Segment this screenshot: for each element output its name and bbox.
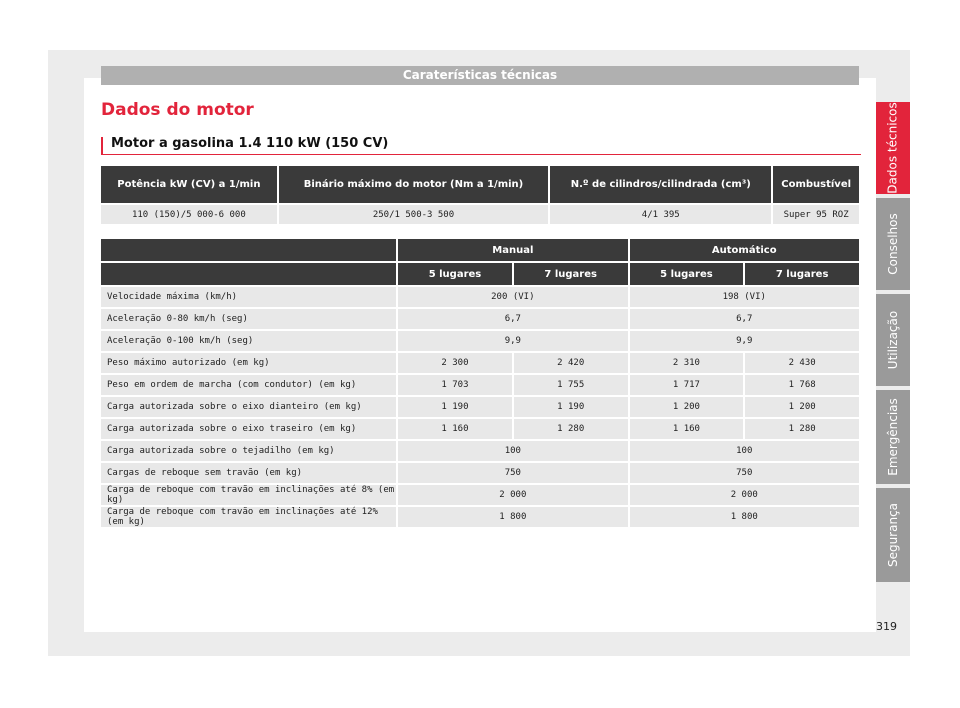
side-tab-3[interactable] [876,294,910,386]
spec-group-header-row [101,239,859,261]
row-value: 1 200 [630,397,744,417]
spec-table [99,237,861,529]
side-tab-label: Conselhos [886,213,900,275]
row-label: Velocidade máxima (km/h) [101,287,396,307]
header-cylinders: N.º de cilindros/cilindrada (cm³) [550,166,771,203]
row-value: 1 280 [514,419,628,439]
row-label: Peso em ordem de marcha (com condutor) (em kg) [101,375,396,395]
row-value-manual: 9,9 [398,331,627,351]
row-value-auto: 6,7 [630,309,859,329]
header-torque: Binário máximo do motor (Nm a 1/min) [279,166,549,203]
header-power: Potência kW (CV) a 1/min [101,166,277,203]
row-value-auto: 198 (VI) [630,287,859,307]
row-value-manual: 2 000 [398,485,627,505]
row-value: 2 430 [745,353,859,373]
row-value-manual: 1 800 [398,507,627,527]
spec-empty-header [101,239,396,261]
header-automatic: Automático [630,239,859,261]
spec-table-body [101,287,859,527]
table-row [101,375,859,395]
table-row [101,309,859,329]
row-value: 2 420 [514,353,628,373]
header-manual-5: 5 lugares [398,263,512,285]
table-row [101,353,859,373]
row-value-manual: 100 [398,441,627,461]
row-label: Carga autorizada sobre o tejadilho (em kg) [101,441,396,461]
cell-torque: 250/1 500-3 500 [279,205,549,224]
row-value: 2 300 [398,353,512,373]
side-tab-label: Emergências [886,398,900,476]
table-row [101,287,859,307]
header-auto-5: 5 lugares [630,263,744,285]
row-value: 1 200 [745,397,859,417]
row-label: Carga autorizada sobre o eixo dianteiro (em kg) [101,397,396,417]
table-row [101,441,859,461]
subtitle: Motor a gasolina 1.4 110 kW (150 CV) [111,136,389,151]
side-tab-2[interactable] [876,198,910,290]
row-value: 1 190 [514,397,628,417]
table-row [101,331,859,351]
cell-cylinders: 4/1 395 [550,205,771,224]
row-value-auto: 100 [630,441,859,461]
row-value-manual: 750 [398,463,627,483]
section-title: Dados do motor [101,100,254,120]
engine-table-row [101,205,859,224]
side-tab-5[interactable] [876,488,910,582]
table-row [101,463,859,483]
row-label: Peso máximo autorizado (em kg) [101,353,396,373]
header-manual-7: 7 lugares [514,263,628,285]
engine-table-header-row [101,166,859,203]
spec-empty-subheader [101,263,396,285]
cell-power: 110 (150)/5 000-6 000 [101,205,277,224]
side-tab-label: Dados técnicos [886,102,900,194]
table-row [101,397,859,417]
chapter-header: Caraterísticas técnicas [101,66,859,85]
spec-sub-header-row [101,263,859,285]
table-row [101,419,859,439]
row-value-auto: 9,9 [630,331,859,351]
side-tab-1[interactable] [876,102,910,194]
cell-fuel: Super 95 ROZ [773,205,859,224]
row-value-auto: 750 [630,463,859,483]
table-row [101,507,859,527]
row-value: 1 703 [398,375,512,395]
side-tab-4[interactable] [876,390,910,484]
row-value: 1 768 [745,375,859,395]
row-label: Aceleração 0-100 km/h (seg) [101,331,396,351]
engine-table [99,164,861,226]
header-auto-7: 7 lugares [745,263,859,285]
row-label: Aceleração 0-80 km/h (seg) [101,309,396,329]
row-value-auto: 2 000 [630,485,859,505]
row-value: 1 280 [745,419,859,439]
row-value: 1 190 [398,397,512,417]
row-value-manual: 6,7 [398,309,627,329]
page-number: 319 [876,620,897,633]
row-label: Carga de reboque com travão em inclinações até 12% (em kg) [101,507,396,527]
side-tab-label: Utilização [886,310,900,370]
header-fuel: Combustível [773,166,859,203]
row-value: 1 717 [630,375,744,395]
row-value: 1 755 [514,375,628,395]
row-value-auto: 1 800 [630,507,859,527]
row-value-manual: 200 (VI) [398,287,627,307]
row-label: Cargas de reboque sem travão (em kg) [101,463,396,483]
row-label: Carga de reboque com travão em inclinações até 8% (em kg) [101,485,396,505]
side-tab-label: Segurança [886,502,901,568]
row-value: 1 160 [630,419,744,439]
row-label: Carga autorizada sobre o eixo traseiro (em kg) [101,419,396,439]
header-manual: Manual [398,239,627,261]
table-row [101,485,859,505]
row-value: 2 310 [630,353,744,373]
row-value: 1 160 [398,419,512,439]
